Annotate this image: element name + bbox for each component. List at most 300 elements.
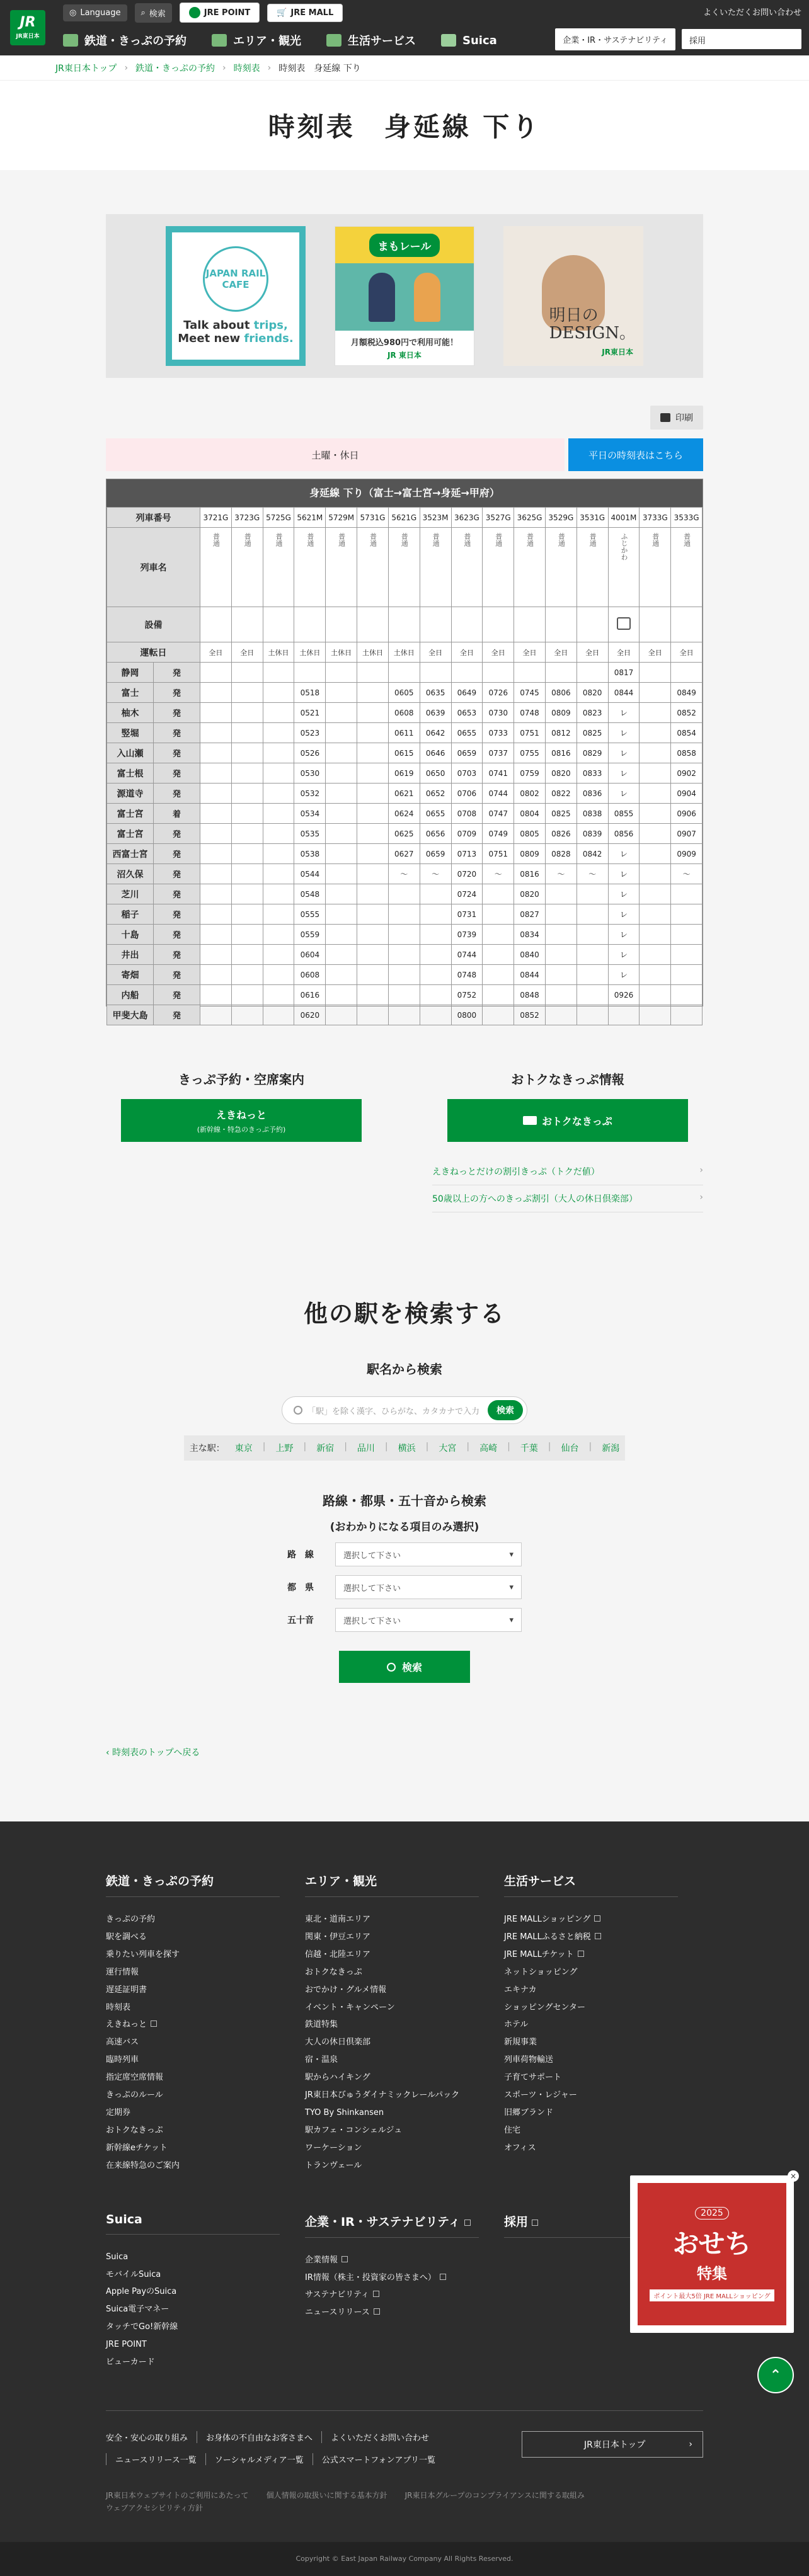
major-station-link[interactable]: 上野 xyxy=(275,1444,294,1454)
time-cell: 0839 xyxy=(577,824,608,844)
select-line[interactable] xyxy=(335,1542,522,1566)
footer-link[interactable]: ニュースリリース一覧 xyxy=(106,2453,197,2465)
time-cell: 0555 xyxy=(294,904,326,925)
header-right xyxy=(555,0,801,55)
days-cell: 全日 xyxy=(451,642,483,663)
train-number-cell: 3721G xyxy=(200,508,232,528)
ekinet-label: えきねっと xyxy=(215,1108,267,1121)
train-number-cell: 5621M xyxy=(294,508,326,528)
train-name-text: 普通 xyxy=(369,533,377,547)
footer-columns-2 xyxy=(106,2213,703,2371)
equipment-cell xyxy=(640,607,671,642)
time-cell: 0826 xyxy=(545,824,577,844)
footer-link[interactable] xyxy=(106,2122,280,2140)
chevron-right-icon: › xyxy=(689,2439,692,2449)
time-cell xyxy=(483,1005,514,1025)
footer-link[interactable] xyxy=(106,2157,280,2175)
footer-link[interactable] xyxy=(305,2016,479,2034)
footer-link-label: 鉄道特集 xyxy=(305,2020,338,2030)
footer-link[interactable] xyxy=(305,1999,479,2017)
osechi-promo-banner[interactable] xyxy=(630,2172,797,2333)
days-cell: 全日 xyxy=(671,642,703,663)
time-cell xyxy=(420,985,451,1005)
row-label-number: 列車番号 xyxy=(107,508,200,528)
time-cell: 0755 xyxy=(514,743,546,763)
external-link-icon xyxy=(464,2220,471,2226)
time-cell: 0842 xyxy=(577,844,608,864)
nav-area[interactable] xyxy=(212,32,301,48)
station-name[interactable]: 入山瀬 xyxy=(107,743,154,763)
logo-box xyxy=(10,10,45,45)
scroll-to-top-button[interactable] xyxy=(757,2357,794,2393)
footer-link[interactable] xyxy=(504,2016,678,2034)
tab-weekday-link[interactable]: 平日の時刻表はこちら xyxy=(568,438,703,471)
time-cell xyxy=(326,985,357,1005)
time-cell xyxy=(514,663,546,683)
time-cell xyxy=(231,965,263,985)
footer-link[interactable] xyxy=(106,1929,280,1946)
time-cell: 0907 xyxy=(671,824,703,844)
footer-list xyxy=(106,1911,280,2175)
time-cell: 0523 xyxy=(294,723,326,743)
search-by-line-title: 路線・都県・五十音から検索 xyxy=(323,1493,486,1508)
major-station-link[interactable]: 品川 xyxy=(357,1444,375,1454)
days-cell: 全日 xyxy=(483,642,514,663)
footer-link[interactable] xyxy=(504,2087,678,2104)
footer-link[interactable] xyxy=(106,2283,280,2301)
station-name[interactable]: 寄畑 xyxy=(107,965,154,985)
time-cell xyxy=(420,965,451,985)
time-cell xyxy=(577,904,608,925)
station-name[interactable]: 沼久保 xyxy=(107,864,154,884)
banner-mamorail[interactable] xyxy=(335,226,474,366)
time-cell xyxy=(357,703,389,723)
train-name-cell xyxy=(357,528,389,607)
time-cell xyxy=(451,663,483,683)
time-cell: 0825 xyxy=(545,804,577,824)
station-row xyxy=(107,683,703,703)
banner1-ring: JAPAN RAIL CAFE xyxy=(203,246,268,312)
separator: | xyxy=(588,1442,592,1452)
time-cell xyxy=(326,804,357,824)
footer-link[interactable] xyxy=(504,2122,678,2140)
station-row xyxy=(107,965,703,985)
chevron-left-icon: ‹ xyxy=(106,1748,113,1758)
select-pref-label: 都 県 xyxy=(287,1583,314,1593)
footer-link[interactable] xyxy=(106,1911,280,1929)
footer-misc xyxy=(106,2489,703,2514)
station-name[interactable]: 内船 xyxy=(107,985,154,1005)
train-name-text: 普通 xyxy=(557,533,566,547)
footer-link[interactable]: ソーシャルメディア一覧 xyxy=(205,2453,304,2465)
banner1-friends: friends. xyxy=(244,332,294,345)
footer-link[interactable]: お身体の不自由なお客さまへ xyxy=(197,2431,313,2443)
train-name-cell xyxy=(483,528,514,607)
station-search-button[interactable]: 検索 xyxy=(488,1400,523,1420)
footer-link[interactable] xyxy=(504,1964,678,1981)
footer-misc-link[interactable]: JR東日本グループのコンプライアンスに関する取組み xyxy=(404,2490,585,2500)
station-search-input[interactable]: 「駅」を除く漢字、ひらがな、カタカナで入力 xyxy=(307,1406,480,1416)
breadcrumb-timetable[interactable]: 時刻表 xyxy=(233,63,260,74)
time-cell xyxy=(200,743,232,763)
days-cell: 全日 xyxy=(545,642,577,663)
time-cell xyxy=(357,884,389,904)
footer-link[interactable] xyxy=(106,1999,280,2017)
footer-link[interactable] xyxy=(106,2069,280,2087)
footer-link[interactable] xyxy=(305,2087,479,2104)
footer-link[interactable] xyxy=(305,2122,479,2140)
banner3-text xyxy=(549,307,636,342)
major-station-link[interactable]: 仙台 xyxy=(561,1444,579,1454)
footer-misc-link[interactable]: 個人情報の取扱いに関する基本方針 xyxy=(266,2490,387,2500)
footer-link[interactable] xyxy=(504,1981,678,1999)
footer-misc-link[interactable]: ウェブアクセシビリティ方針 xyxy=(106,2503,203,2512)
time-cell xyxy=(294,663,326,683)
major-station-link[interactable]: 高崎 xyxy=(479,1444,498,1454)
footer-link[interactable] xyxy=(106,2336,280,2354)
footer-col-area xyxy=(305,1872,504,2175)
time-cell: 0904 xyxy=(671,784,703,804)
footer-link-label: えきねっと xyxy=(106,2020,147,2030)
print-button[interactable] xyxy=(650,406,703,430)
time-cell: 0548 xyxy=(294,884,326,904)
footer-link-label: サステナビリティ xyxy=(305,2290,369,2300)
arrival-departure: 発 xyxy=(154,743,200,763)
time-cell: 0745 xyxy=(514,683,546,703)
station-row xyxy=(107,985,703,1005)
station-search-box xyxy=(282,1396,527,1424)
time-cell xyxy=(388,985,420,1005)
otoku-link-tokudane[interactable] xyxy=(432,1158,703,1185)
osechi-title: おせち xyxy=(672,2228,752,2259)
station-row xyxy=(107,1005,703,1025)
equipment-cell xyxy=(200,607,232,642)
major-station-link[interactable]: 千葉 xyxy=(520,1444,538,1454)
jre-point-button[interactable] xyxy=(180,3,260,23)
footer-link[interactable] xyxy=(504,2051,678,2069)
breadcrumb-top[interactable]: JR東日本トップ xyxy=(55,63,117,74)
jre-mall-button[interactable] xyxy=(267,4,343,22)
train-name-text: 普通 xyxy=(212,533,221,547)
time-cell: 0652 xyxy=(420,784,451,804)
select-kana-row xyxy=(106,1608,703,1632)
station-name[interactable]: 静岡 xyxy=(107,663,154,683)
major-station-link[interactable]: 新潟 xyxy=(602,1444,620,1454)
time-cell: 0744 xyxy=(451,945,483,965)
time-cell: 0559 xyxy=(294,925,326,945)
time-cell xyxy=(388,945,420,965)
train-name-text: 普通 xyxy=(275,533,284,547)
time-cell: 0805 xyxy=(514,824,546,844)
footer-link[interactable] xyxy=(106,2301,280,2318)
time-cell: 0649 xyxy=(451,683,483,703)
banner2-top xyxy=(335,227,474,263)
time-cell: 〜 xyxy=(483,864,514,884)
footer-link[interactable] xyxy=(305,2069,479,2087)
language-button[interactable] xyxy=(63,4,127,21)
time-cell xyxy=(263,683,294,703)
footer-link[interactable] xyxy=(106,2034,280,2051)
time-cell xyxy=(326,945,357,965)
footer-link[interactable] xyxy=(305,1946,479,1964)
time-cell: 0820 xyxy=(545,763,577,784)
time-cell: 0823 xyxy=(577,703,608,723)
back-to-timetable-top[interactable] xyxy=(106,1746,703,1758)
ticket-icon xyxy=(523,1116,537,1125)
days-cell: 全日 xyxy=(608,642,640,663)
footer-link[interactable] xyxy=(305,1911,479,1929)
time-cell: 0800 xyxy=(451,1005,483,1025)
time-cell: 0833 xyxy=(577,763,608,784)
person-icon xyxy=(369,273,395,322)
footer-col-title[interactable] xyxy=(305,2213,479,2238)
footer-columns-1 xyxy=(106,1872,703,2175)
external-link-icon xyxy=(151,2020,157,2027)
footer-link[interactable] xyxy=(305,2051,479,2069)
search-toggle-button[interactable] xyxy=(135,3,172,23)
footer-link[interactable] xyxy=(106,2016,280,2034)
major-station-link[interactable]: 新宿 xyxy=(316,1444,335,1454)
time-cell xyxy=(671,904,703,925)
footer-misc-link[interactable]: JR東日本ウェブサイトのご利用にあたって xyxy=(106,2490,249,2500)
train-name-cell xyxy=(640,528,671,607)
row-label-days: 運転日 xyxy=(107,642,200,663)
train-number-cell: 3625G xyxy=(514,508,546,528)
station-name[interactable]: 富士宮 xyxy=(107,824,154,844)
station-name[interactable]: 竪堀 xyxy=(107,723,154,743)
search-icon xyxy=(387,1663,396,1672)
time-cell xyxy=(357,965,389,985)
time-cell xyxy=(545,945,577,965)
station-name[interactable]: 富士根 xyxy=(107,763,154,784)
footer-link[interactable] xyxy=(106,2051,280,2069)
time-cell: 0748 xyxy=(514,703,546,723)
footer-link[interactable] xyxy=(305,2252,479,2269)
train-name-text: 普通 xyxy=(400,533,409,547)
time-cell xyxy=(326,1005,357,1025)
footer-link[interactable] xyxy=(504,1929,678,1946)
station-name[interactable]: 井出 xyxy=(107,945,154,965)
time-cell xyxy=(671,925,703,945)
time-cell xyxy=(200,663,232,683)
time-cell xyxy=(263,784,294,804)
ekinet-sub: (新幹線・特急のきっぷ予約) xyxy=(197,1125,286,1134)
time-cell: 0518 xyxy=(294,683,326,703)
train-name-text: 普通 xyxy=(337,533,346,547)
time-cell xyxy=(357,925,389,945)
time-cell: 0744 xyxy=(483,784,514,804)
footer-link[interactable] xyxy=(106,2266,280,2284)
banner-design[interactable] xyxy=(503,226,643,366)
time-cell xyxy=(231,904,263,925)
time-cell: 0848 xyxy=(514,985,546,1005)
time-cell xyxy=(200,945,232,965)
station-name[interactable]: 源道寺 xyxy=(107,784,154,804)
footer-link-label: 乗りたい列車を探す xyxy=(106,1949,180,1959)
time-cell: 0731 xyxy=(451,904,483,925)
footer-link[interactable] xyxy=(504,1911,678,1929)
equipment-cell xyxy=(577,607,608,642)
station-name[interactable]: 甲斐大島 xyxy=(107,1005,154,1025)
time-cell xyxy=(483,663,514,683)
otoku-button[interactable] xyxy=(447,1099,688,1142)
footer-link-label: イベント・キャンペーン xyxy=(305,2002,395,2012)
footer-link[interactable] xyxy=(106,1981,280,1999)
station-name[interactable]: 西富士宮 xyxy=(107,844,154,864)
time-cell: 0530 xyxy=(294,763,326,784)
major-station-link[interactable]: 東京 xyxy=(234,1444,253,1454)
time-cell: 〜 xyxy=(388,864,420,884)
equipment-cell xyxy=(451,607,483,642)
corporate-button[interactable]: 企業・IR・サステナビリティ xyxy=(555,28,675,50)
footer-link[interactable] xyxy=(504,1999,678,2017)
train-name-text: 普通 xyxy=(525,533,534,547)
external-link-icon xyxy=(578,1951,584,1957)
footer-link-label: 駅を調べる xyxy=(106,1932,147,1942)
logo-sub: JR東日本 xyxy=(16,33,40,40)
cart-icon: 🛒 xyxy=(277,8,287,18)
footer-link[interactable] xyxy=(504,2140,678,2157)
equipment-cell xyxy=(514,607,546,642)
footer-link[interactable] xyxy=(305,2104,479,2122)
station-name[interactable]: 芝川 xyxy=(107,884,154,904)
banner-japan-rail-cafe[interactable] xyxy=(166,226,306,366)
footer-link[interactable]: 安全・安心の取り組み xyxy=(106,2433,188,2443)
arrival-departure: 発 xyxy=(154,703,200,723)
train-name-cell xyxy=(200,528,232,607)
footer-link[interactable] xyxy=(106,2318,280,2336)
time-cell xyxy=(326,763,357,784)
footer-link-label: ビューカード xyxy=(106,2357,155,2368)
footer-link[interactable] xyxy=(106,2140,280,2157)
close-icon[interactable]: × xyxy=(788,2170,799,2182)
jr-east-top-label: JR東日本トップ xyxy=(584,2439,646,2450)
footer-link[interactable] xyxy=(504,1946,678,1964)
time-cell xyxy=(200,763,232,784)
time-cell xyxy=(326,864,357,884)
banner2-jr: JR 東日本 xyxy=(387,351,422,360)
separator: | xyxy=(344,1442,347,1452)
footer-link[interactable] xyxy=(305,1981,479,1999)
footer-link[interactable] xyxy=(106,1946,280,1964)
site-footer xyxy=(0,1821,809,2576)
time-cell: 0730 xyxy=(483,703,514,723)
major-station-link[interactable]: 横浜 xyxy=(398,1444,416,1454)
footer-link-label: 新幹線eチケット xyxy=(106,2143,168,2153)
help-link[interactable]: よくいただくお問い合わせ xyxy=(703,8,801,18)
footer-link-label: 企業情報 xyxy=(305,2255,338,2265)
footer-link[interactable] xyxy=(106,1964,280,1981)
time-cell xyxy=(420,884,451,904)
nav-life-label: 生活サービス xyxy=(348,35,416,48)
time-cell xyxy=(357,683,389,703)
nav-suica[interactable] xyxy=(441,34,497,47)
footer-list xyxy=(305,2252,479,2322)
footer-link[interactable] xyxy=(305,2304,479,2322)
footer-link[interactable] xyxy=(106,2354,280,2371)
footer-link-label: ショッピングセンター xyxy=(504,2002,585,2012)
time-cell: 0822 xyxy=(545,784,577,804)
station-name[interactable]: 富士 xyxy=(107,683,154,703)
nav-life[interactable] xyxy=(326,32,416,48)
time-cell: 0844 xyxy=(514,965,546,985)
time-cell: 0829 xyxy=(577,743,608,763)
train-name-text: 普通 xyxy=(651,533,660,547)
time-cell xyxy=(231,945,263,965)
time-cell xyxy=(326,904,357,925)
search-icon: ⌕ xyxy=(141,8,146,18)
time-cell xyxy=(388,904,420,925)
footer-link[interactable] xyxy=(504,2104,678,2122)
time-cell: 0752 xyxy=(451,985,483,1005)
time-cell xyxy=(671,945,703,965)
time-cell xyxy=(200,1005,232,1025)
footer-link[interactable] xyxy=(106,2248,280,2266)
footer-link[interactable] xyxy=(305,2034,479,2051)
station-name[interactable]: 富士宮 xyxy=(107,804,154,824)
time-cell xyxy=(357,844,389,864)
footer-link[interactable] xyxy=(305,2286,479,2304)
time-cell xyxy=(388,884,420,904)
time-cell: 0635 xyxy=(420,683,451,703)
footer-link[interactable]: よくいただくお問い合わせ xyxy=(321,2431,429,2443)
time-cell: 0713 xyxy=(451,844,483,864)
footer-link[interactable] xyxy=(305,1964,479,1981)
footer-link[interactable] xyxy=(305,2269,479,2287)
footer-link[interactable]: 公式スマートフォンアプリ一覧 xyxy=(313,2453,435,2465)
train-name-cell xyxy=(326,528,357,607)
footer-link[interactable] xyxy=(106,2104,280,2122)
search-submit-button[interactable] xyxy=(339,1651,470,1683)
nav-rail[interactable] xyxy=(63,32,186,48)
breadcrumb-rail[interactable]: 鉄道・きっぷの予約 xyxy=(135,63,215,74)
footer-link-label: おトクなきっぷ xyxy=(305,1967,362,1977)
footer-link-label: モバイルSuica xyxy=(106,2269,161,2279)
days-cell: 土休日 xyxy=(263,642,294,663)
jre-point-icon xyxy=(189,7,200,18)
search-label: 検索 xyxy=(149,9,166,19)
jr-east-top-button[interactable] xyxy=(522,2431,703,2458)
select-pref[interactable] xyxy=(335,1575,522,1599)
footer-link[interactable] xyxy=(305,1929,479,1946)
station-name[interactable]: 稲子 xyxy=(107,904,154,925)
footer-link-label: 子育てサポート xyxy=(504,2073,562,2083)
footer-link-label: 東北・道南エリア xyxy=(305,1915,371,1924)
footer-link[interactable] xyxy=(106,2087,280,2104)
timetable[interactable] xyxy=(106,479,703,1021)
footer-link[interactable] xyxy=(504,2069,678,2087)
footer-link[interactable] xyxy=(305,2157,479,2175)
otoku-link-otona[interactable] xyxy=(432,1185,703,1212)
select-kana[interactable] xyxy=(335,1608,522,1632)
external-link-icon xyxy=(374,2308,380,2315)
station-row xyxy=(107,904,703,925)
footer-link[interactable] xyxy=(504,2034,678,2051)
train-name-text: 普通 xyxy=(432,533,440,547)
footer-link[interactable] xyxy=(305,2140,479,2157)
ekinet-button[interactable] xyxy=(121,1099,362,1142)
time-cell xyxy=(483,904,514,925)
reserved-seat-icon xyxy=(617,617,631,630)
major-station-link[interactable]: 大宮 xyxy=(439,1444,457,1454)
recruit-button[interactable]: 採用 xyxy=(682,29,801,49)
station-name[interactable]: 柚木 xyxy=(107,703,154,723)
footer-link-label: 時刻表 xyxy=(106,2002,131,2012)
station-row xyxy=(107,884,703,904)
jr-logo[interactable] xyxy=(0,0,55,55)
station-name[interactable]: 十島 xyxy=(107,925,154,945)
footer-col-title-text: 採用 xyxy=(504,2214,529,2229)
